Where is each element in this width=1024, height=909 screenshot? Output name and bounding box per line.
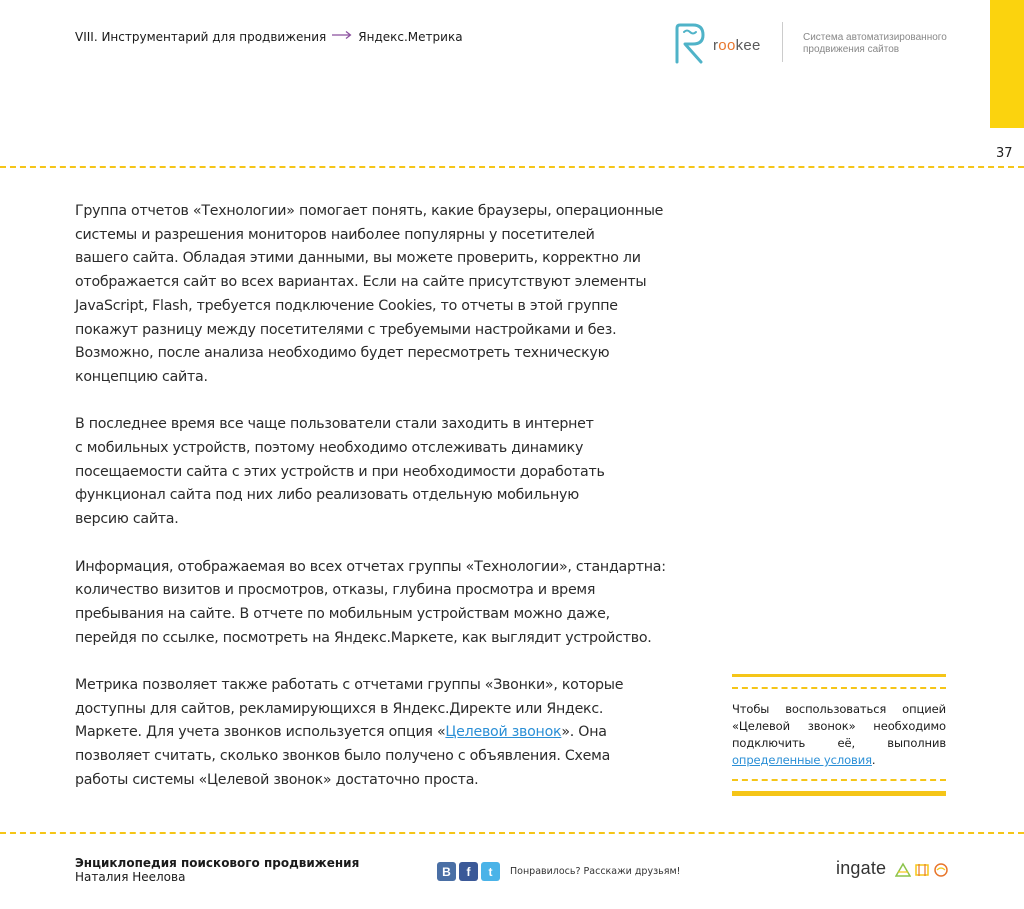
target-call-link[interactable]: Целевой звонок bbox=[445, 724, 562, 741]
breadcrumb-section[interactable]: VIII. Инструментарий для продвижения bbox=[75, 30, 327, 44]
paragraph-report-info: Информация, отображаемая во всех отчетах группы «Технологии», стандартна: количество визитов и просмотров, отказы, глубина просмотра и время пребывания на сайте. В отчете по мобильным устройствам можно даже, перейдя по ссылке, посмотреть на Яндекс.Маркете, как выглядит устройство. bbox=[75, 558, 666, 646]
logo-divider bbox=[782, 22, 783, 62]
conditions-link[interactable]: определенные условия bbox=[732, 753, 872, 767]
main-content bbox=[75, 200, 675, 816]
ingate-icons bbox=[895, 862, 949, 882]
breadcrumb bbox=[75, 30, 463, 44]
square-icon bbox=[914, 862, 930, 882]
rookee-logo-text: rookee bbox=[713, 36, 761, 54]
circle-icon bbox=[933, 862, 949, 882]
paragraph-technologies: Группа отчетов «Технологии» помогает понять, какие браузеры, операционные системы и разрешения мониторов наиболее популярны у посетителей вашего сайта. Обладая этими данными, вы можете проверить, корректно ли отображается сайт во всех вариантах. Если на сайте присутствуют элементы JavaScript, Flash, требуется подключение Cookies, то отчеты в этой группе покажут разницу между посетителями с требуемыми настройками и без. Возможно, после анализа необходимо будет пересмотреть техническую концепцию сайта. bbox=[75, 203, 664, 385]
note-bottom-rule bbox=[732, 791, 946, 796]
sidebar-note bbox=[732, 674, 946, 796]
facebook-share-button[interactable]: f bbox=[459, 862, 478, 881]
triangle-icon bbox=[895, 862, 911, 882]
rookee-r-icon bbox=[673, 22, 707, 68]
note-top-dash bbox=[732, 687, 946, 689]
paragraph-calls: Метрика позволяет также работать с отчетами группы «Звонки», которые доступны для сайтов, рекламирующихся в Яндекс.Директе или Яндекс. Маркете. Для учета звонков используется опция «Целевой звонок». Она позволяет считать, сколько звонков было получено с объявления. Схема работы системы «Целевой звонок» достаточно проста. bbox=[75, 677, 624, 788]
breadcrumb-subsection[interactable]: Яндекс.Метрика bbox=[358, 30, 463, 44]
note-text: Чтобы воспользоваться опцией «Целевой звонок» необходимо подключить её, выполнив определенные условия. bbox=[732, 702, 946, 767]
share-prompt: Понравилось? Расскажи друзьям! bbox=[510, 866, 681, 877]
arrow-right-icon bbox=[332, 29, 352, 43]
footer-book-title: Энциклопедия поискового продвижения bbox=[75, 856, 360, 870]
rookee-logo[interactable] bbox=[673, 22, 761, 68]
tagline: Система автоматизированного продвижения сайтов bbox=[803, 32, 947, 55]
page-tab-decoration bbox=[990, 0, 1024, 128]
page-number: 37 bbox=[996, 146, 1013, 161]
footer-author: Наталия Неелова bbox=[75, 870, 186, 884]
paragraph-mobile: В последнее время все чаще пользователи стали заходить в интернет с мобильных устройств, поэтому необходимо отслеживать динамику посещаемости сайта с этих устройств и при необходимости доработать функционал сайта под них либо реализовать отдельную мобильную версию сайта. bbox=[75, 416, 605, 528]
note-bottom-dash bbox=[732, 779, 946, 781]
ingate-logo[interactable]: ingate bbox=[836, 858, 887, 878]
twitter-share-button[interactable]: t bbox=[481, 862, 500, 881]
social-share bbox=[437, 862, 500, 881]
vk-share-button[interactable]: В bbox=[437, 862, 456, 881]
note-top-rule bbox=[732, 674, 946, 677]
top-divider bbox=[0, 166, 1024, 168]
bottom-divider bbox=[0, 832, 1024, 834]
